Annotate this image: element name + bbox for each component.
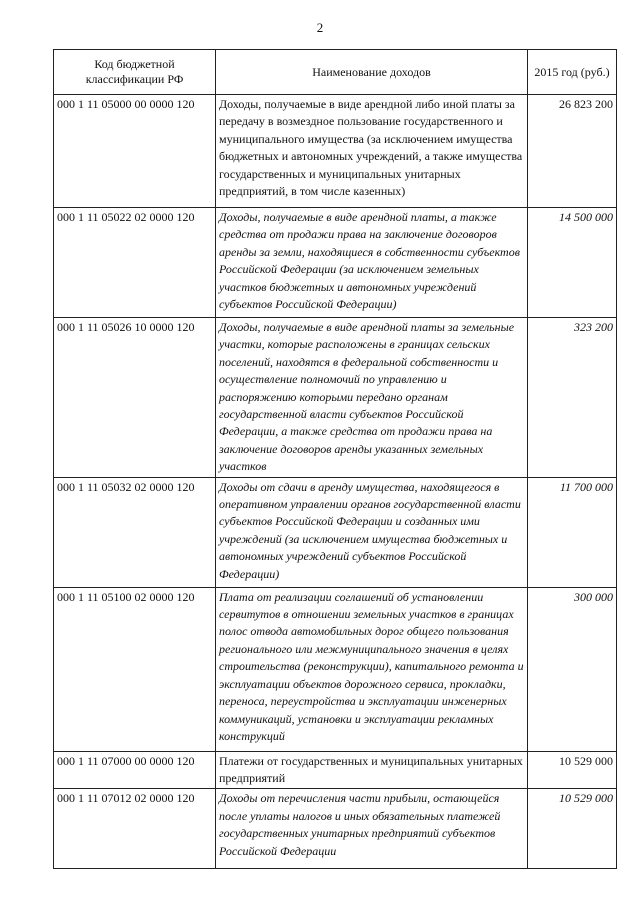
row-name: Платежи от государственных и муниципальных унитарных предприятий bbox=[216, 751, 528, 789]
header-name: Наименование доходов bbox=[216, 50, 528, 95]
table-row bbox=[54, 318, 617, 478]
row-amount: 10 529 000 bbox=[528, 751, 617, 789]
table-row bbox=[54, 95, 617, 208]
row-name: Доходы от перечисления части прибыли, остающейся после уплаты налогов и иных обязательных платежей государственных унитарных предприятий субъектов Российской Федерации bbox=[216, 789, 528, 869]
row-name: Плата от реализации соглашений об установлении сервитутов в отношении земельных участков в границах полос отвода автомобильных дорог общего пользования регионального или межмуниципального значения в целях строительства (реконструкции), капитального ремонта и эксплуатации объектов дорожного сервиса, прокладки, переноса, переустройства и эксплуатации инженерных коммуникаций, установки и эксплуатации рекламных конструкций bbox=[216, 587, 528, 751]
row-name: Доходы от сдачи в аренду имущества, находящегося в оперативном управлении органов государственной власти субъектов Российской Федерации и созданных ими учреждений (за исключением имущества бюджетных и автономных учреждений субъектов Российской Федерации) bbox=[216, 477, 528, 587]
header-amount: 2015 год (руб.) bbox=[528, 50, 617, 95]
row-amount: 300 000 bbox=[528, 587, 617, 751]
table-row bbox=[54, 208, 617, 318]
row-code: 000 1 11 05032 02 0000 120 bbox=[54, 477, 216, 587]
table-row bbox=[54, 751, 617, 789]
row-name: Доходы, получаемые в виде арендной либо иной платы за передачу в возмездное пользование государственного и муниципального имущества (за исключением имущества бюджетных и автономных учреждений, а также имущества государственных и муниципальных унитарных предприятий, в том числе казенных) bbox=[216, 95, 528, 208]
row-code: 000 1 11 05100 02 0000 120 bbox=[54, 587, 216, 751]
row-amount: 11 700 000 bbox=[528, 477, 617, 587]
row-amount: 26 823 200 bbox=[528, 95, 617, 208]
table-row bbox=[54, 789, 617, 869]
table-row bbox=[54, 587, 617, 751]
row-code: 000 1 11 05022 02 0000 120 bbox=[54, 208, 216, 318]
row-amount: 323 200 bbox=[528, 318, 617, 478]
row-code: 000 1 11 07000 00 0000 120 bbox=[54, 751, 216, 789]
row-name: Доходы, получаемые в виде арендной платы, а также средства от продажи права на заключение договоров аренды за земли, находящиеся в собственности субъектов Российской Федерации (за исключением земельных участков бюджетных и автономных учреждений субъектов Российской Федерации) bbox=[216, 208, 528, 318]
row-name: Доходы, получаемые в виде арендной платы за земельные участки, которые расположены в границах сельских поселений, находятся в федеральной собственности и осуществление полномочий по управлению и распоряжению которыми передано органам государственной власти субъектов Российской Федерации, а также средства от продажи права на заключение договоров аренды указанных земельных участков bbox=[216, 318, 528, 478]
row-amount: 14 500 000 bbox=[528, 208, 617, 318]
row-code: 000 1 11 07012 02 0000 120 bbox=[54, 789, 216, 869]
header-code: Код бюджетной классификации РФ bbox=[54, 50, 216, 95]
table-header-row bbox=[54, 50, 617, 95]
revenue-table bbox=[53, 49, 617, 869]
page-number: 2 bbox=[316, 20, 324, 35]
row-amount: 10 529 000 bbox=[528, 789, 617, 869]
table-row bbox=[54, 477, 617, 587]
row-code: 000 1 11 05000 00 0000 120 bbox=[54, 95, 216, 208]
row-code: 000 1 11 05026 10 0000 120 bbox=[54, 318, 216, 478]
